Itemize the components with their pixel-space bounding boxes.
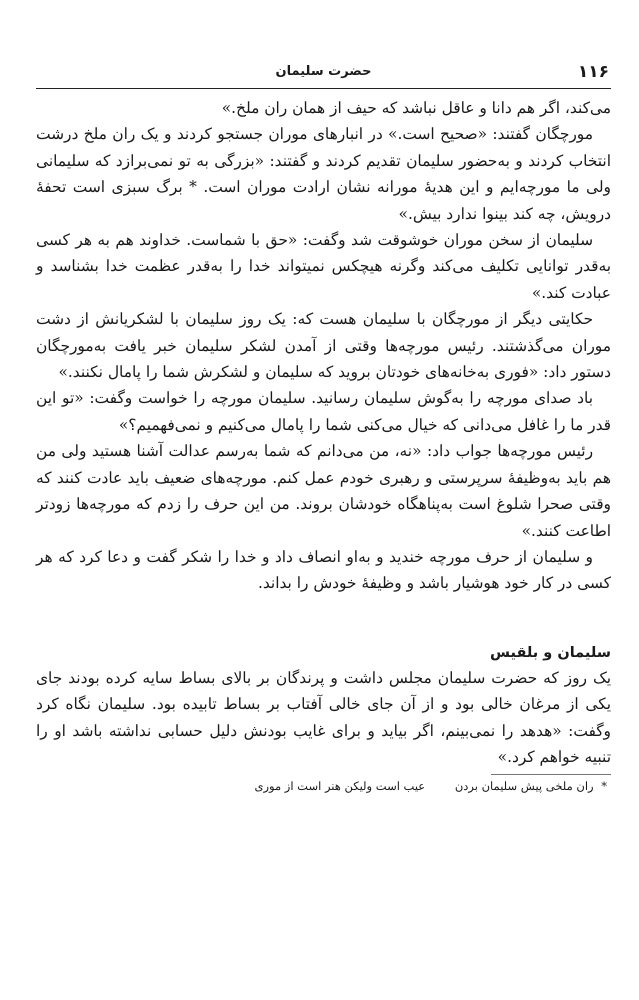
paragraph: یک روز که حضرت سلیمان مجلس داشت و پرندگان بر بالای بساط سایه کرده بودند جای یکی از مرغان خالی بود و از آن جای خالی آفتاب بر بساط تابیده بود. سلیمان نگاه کرد وگفت: «هدهد را نمی‌بینم، اگر بیاید و برای غایب بودنش دلیل حسابی نداشته باشد او را تنبیه خواهم کرد.» <box>36 668 611 766</box>
paragraph: مورچگان گفتند: «صحیح است.» در انبارهای موران جستجو کردند و یک ران ملخ درشت انتخاب کردند و به‌حضور سلیمان تقدیم کردند و گفتند: «بزرگی به تو نمی‌برازد که سلیمانی ولی ما مورچه‌ایم و این هدیهٔ مورانه نشان ارادت موران است. * برگ سبزی است تحفهٔ درویش، چه کند بینوا ندارد بیش.» <box>36 125 611 223</box>
paragraph: رئیس مورچه‌ها جواب داد: «نه، من می‌دانم که شما به‌رسم عدالت آشنا هستید ولی من هم باید به‌وظیفهٔ سرپرستی و رهبری خودم عمل کنم. مورچه‌های ضعیف باید عادت کنند که وقتی صحرا شلوغ است به‌پناهگاه خودشان بروند. من این حرف را زدم که مورچه‌ها زودتر اطاعت کنند.» <box>36 442 611 540</box>
footnote <box>36 777 611 795</box>
footnote-hemistich: عیب است ولیکن هنر است از موری <box>254 779 426 794</box>
footnote-mark: * <box>601 779 607 794</box>
paragraph: سلیمان از سخن موران خوشوقت شد وگفت: «حق با شماست. خداوند هم به هر کسی به‌قدر توانایی تکلیف می‌کند وگرنه هیچکس نمیتواند خدا را به‌قدر عظمت خدا بشناسد و عبادت کند.» <box>36 231 611 302</box>
paragraph: و سلیمان از حرف مورچه خندید و به‌او انصاف داد و خدا را شکر گفت و دعا کرد که هر کسی در کار خود هوشیار باشد و وظیفهٔ خودش را بداند. <box>36 547 611 593</box>
page-header <box>36 58 611 89</box>
paragraph: می‌کند، اگر هم دانا و عاقل نباشد که حیف از همان ران ملخ.» <box>221 99 611 117</box>
section-heading: سلیمان و بلقیس <box>490 644 611 661</box>
book-page <box>36 58 611 795</box>
running-title: حضرت سلیمان <box>275 64 372 79</box>
paragraph: حکایتی دیگر از مورچگان با سلیمان هست که: یک روز سلیمان با لشکریانش از دشت موران می‌گذشتند. رئیس مورچه‌ها وقتی از آمدن لشکر سلیمان خبر یافت به‌مورچگان دستور داد: «فوری به‌خانه‌های خودتان بروید که سلیمان و لشکرش شما را پامال نکنند.» <box>36 310 611 382</box>
footnote-hemistich: ران ملخی پیش سلیمان بردن <box>454 779 594 794</box>
paragraph: باد صدای مورچه را به‌گوش سلیمان رسانید. سلیمان مورچه را خواست وگفت: «تو این قدر ما را غافل می‌دانی که خیال می‌کنی شما را پامال می‌کنیم و نمی‌فهمیم؟» <box>36 389 611 434</box>
footnote-separator <box>491 774 611 775</box>
page-body <box>36 95 611 795</box>
page-number: ۱۱۶ <box>577 62 609 82</box>
